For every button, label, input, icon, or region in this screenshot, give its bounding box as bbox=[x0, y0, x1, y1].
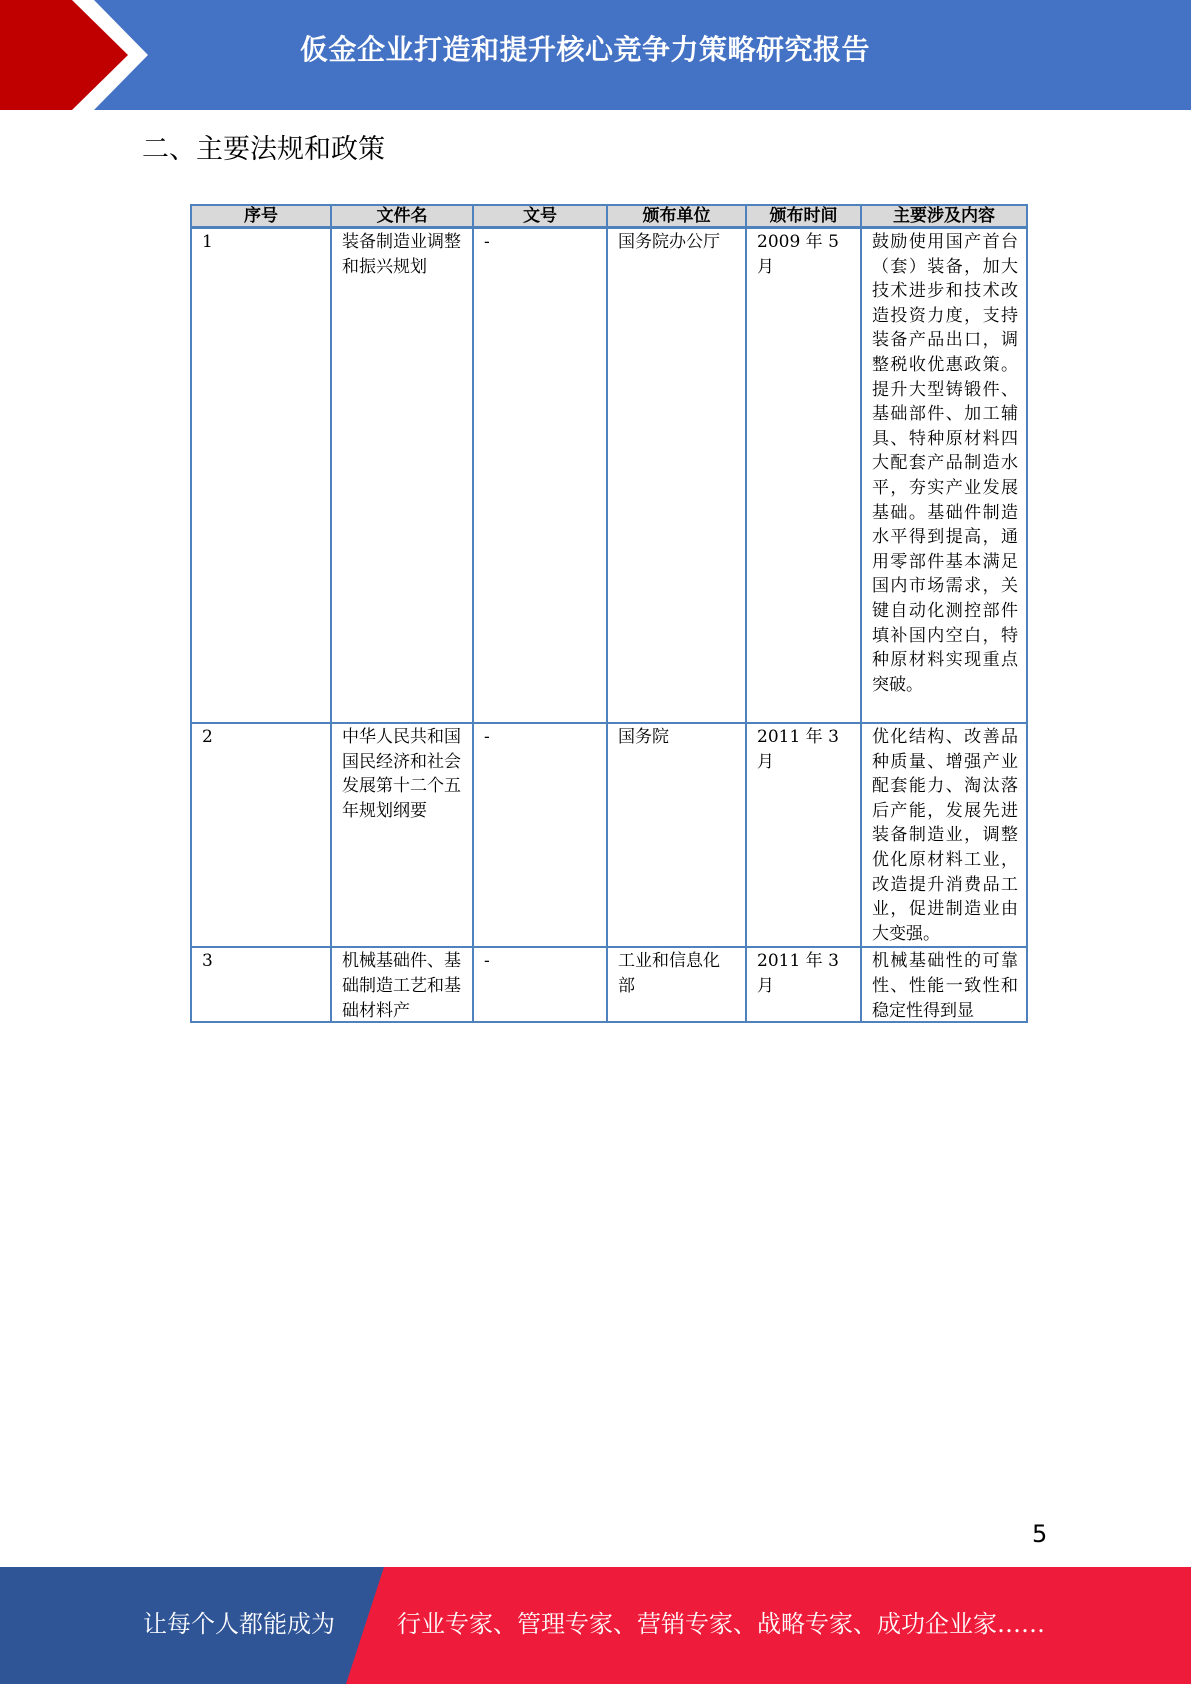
section-heading: 二、主要法规和政策 bbox=[142, 134, 385, 165]
table-header-row bbox=[191, 205, 1027, 228]
column-header-no: 序号 bbox=[191, 205, 331, 228]
cell-no: 3 bbox=[191, 947, 331, 1022]
cell-doc-no: - bbox=[473, 723, 607, 947]
column-header-name: 文件名 bbox=[331, 205, 473, 228]
table-row bbox=[191, 723, 1027, 947]
cell-name: 装备制造业调整和振兴规划 bbox=[331, 228, 473, 724]
cell-issuer: 国务院 bbox=[607, 723, 746, 947]
policy-table bbox=[190, 204, 1028, 1023]
footer-slogan-right: 行业专家、管理专家、营销专家、战略专家、成功企业家…… bbox=[397, 1610, 1045, 1638]
cell-date: 2011 年 3 月 bbox=[746, 947, 861, 1022]
cell-name-text: 机械基础件、基础制造工艺和基础材料产 bbox=[342, 951, 461, 1021]
table-row bbox=[191, 228, 1027, 724]
cell-doc-no: - bbox=[473, 228, 607, 724]
cell-doc-no: - bbox=[473, 947, 607, 1022]
cell-content-text: 机械基础性的可靠性、性能一致性和稳定性得到显 bbox=[872, 951, 1018, 1021]
cell-date: 2009 年 5 月 bbox=[746, 228, 861, 724]
cell-content: 鼓励使用国产首台（套）装备，加大技术进步和技术改造投资力度，支持装备产品出口，调整税收优惠政策。提升大型铸锻件、基础部件、加工辅具、特种原材料四大配套产品制造水平，夯实产业发展基础。基础件制造水平得到提高，通用零部件基本满足国内市场需求，关键自动化测控部件填补国内空白，特种原材料实现重点突破。 bbox=[861, 228, 1027, 724]
column-header-date: 颁布时间 bbox=[746, 205, 861, 228]
cell-no: 2 bbox=[191, 723, 331, 947]
cell-content: 优化结构、改善品种质量、增强产业配套能力、淘汰落后产能，发展先进装备制造业，调整优化原材料工业，改造提升消费品工业，促进制造业由大变强。 bbox=[861, 723, 1027, 947]
column-header-content: 主要涉及内容 bbox=[861, 205, 1027, 228]
cell-issuer: 工业和信息化部 bbox=[607, 947, 746, 1022]
cell-no: 1 bbox=[191, 228, 331, 724]
cell-name bbox=[331, 947, 473, 1022]
page-number: 5 bbox=[1032, 1520, 1048, 1548]
cell-content bbox=[861, 947, 1027, 1022]
page-header bbox=[0, 0, 1191, 110]
column-header-doc-no: 文号 bbox=[473, 205, 607, 228]
cell-date: 2011 年 3 月 bbox=[746, 723, 861, 947]
page-footer bbox=[0, 1567, 1191, 1684]
column-header-issuer: 颁布单位 bbox=[607, 205, 746, 228]
table-row bbox=[191, 947, 1027, 1022]
cell-issuer: 国务院办公厅 bbox=[607, 228, 746, 724]
footer-slogan-left: 让每个人都能成为 bbox=[143, 1610, 335, 1638]
report-title: 仮金企业打造和提升核心竞争力策略研究报告 bbox=[300, 33, 871, 66]
cell-name: 中华人民共和国国民经济和社会发展第十二个五年规划纲要 bbox=[331, 723, 473, 947]
